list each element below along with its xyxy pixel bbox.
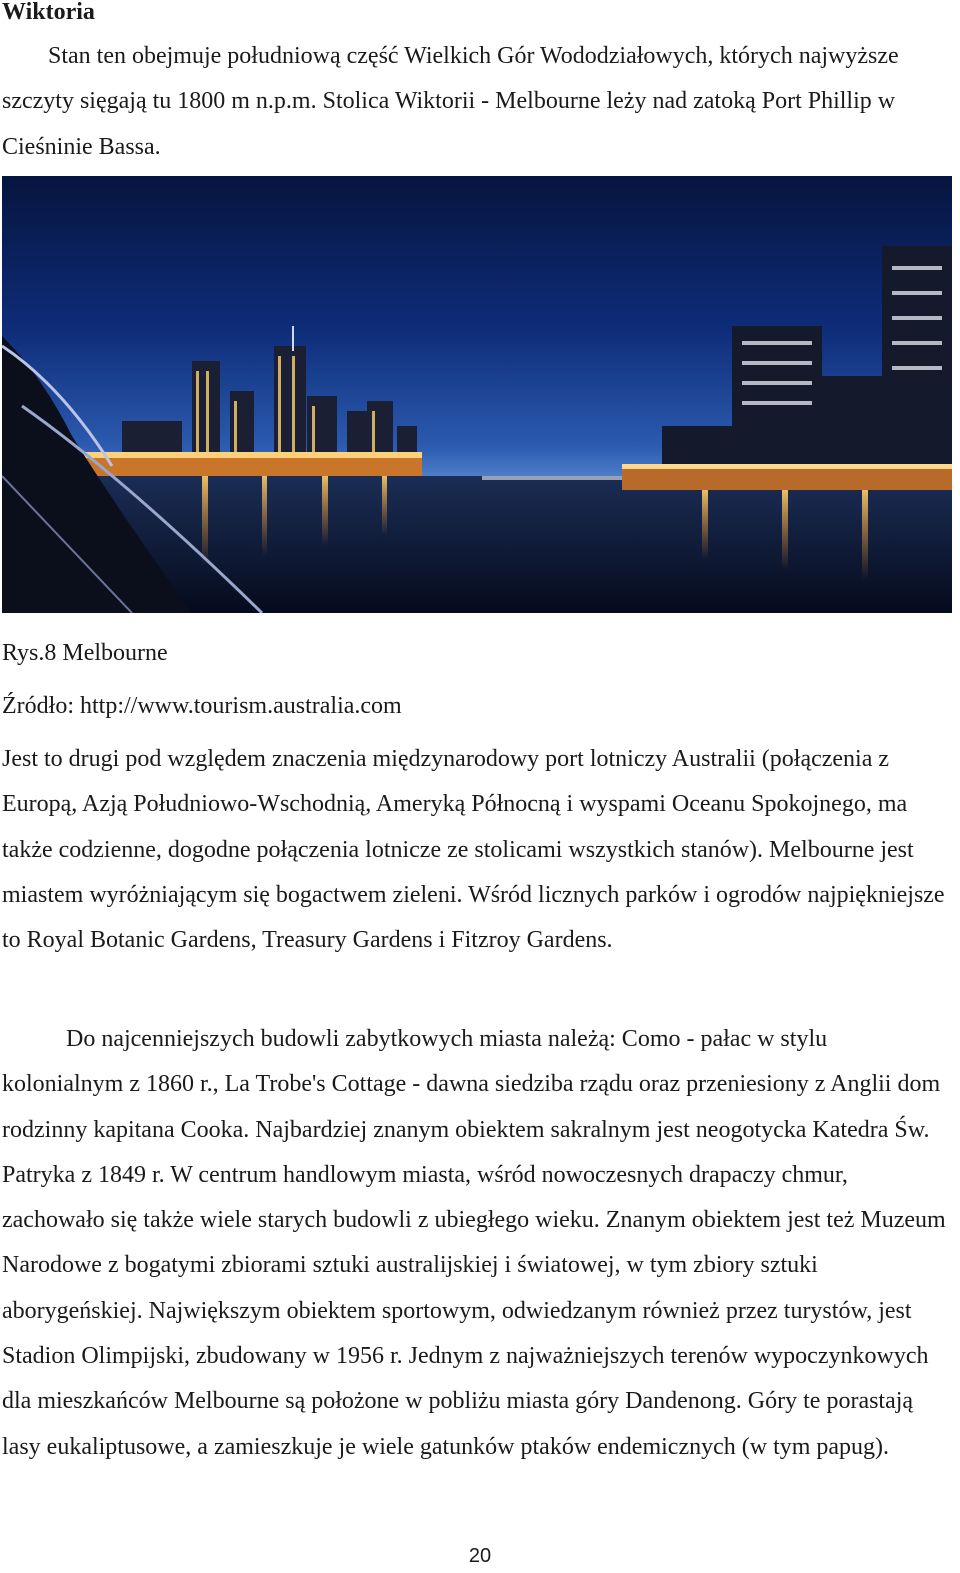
body-paragraph-monuments: Do najcenniejszych budowli zabytkowych miasta należą: Como - pałac w stylu kolonialnym z 1860 r., La Trobe's Cottage - dawna siedziba rządu oraz przeniesiony z Anglii dom rodzinny kapitana Cooka. Najbardziej znanym obiektem sakralnym jest neogotycka Katedra Św. Patryka z 1849 r. W centrum handlowym miasta, wśród nowoczesnych drapaczy chmur, zachowało się także wiele starych budowli z ubiegłego wieku. Znanym obiektem jest też Muzeum Narodowe z bogatymi zbiorami sztuki australijskiej i światowej, w tym zbiory sztuki aborygeńskiej. Największym obiektem sportowym, odwiedzanym również przez turystów, jest Stadion Olimpijski, zbudowany w 1956 r. Jednym z najważniejszych terenów wypoczynkowych dla mieszkańców Melbourne są położone w pobliżu miasta góry Dandenong. Góry te porastają lasy eukaliptusowe, a zamieszkuje je wiele gatunków ptaków endemicznych (w tym papug). (2, 1026, 946, 1460)
page-number: 20 (468, 1545, 492, 1567)
figure-source: Źródło: http://www.tourism.australia.com (2, 693, 402, 719)
intro-paragraph: Stan ten obejmuje południową część Wielkich Gór Wododziałowych, których najwyższe szczyty sięgają tu 1800 m n.p.m. Stolica Wiktorii - Melbourne leży nad zatoką Port Phillip w Cieśninie Bassa. (2, 43, 899, 160)
body-paragraph-airport: Jest to drugi pod względem znaczenia międzynarodowy port lotniczy Australii (połączenia z Europą, Azją Południowo-Wschodnią, Ameryką Północną i wyspami Oceanu Spokojnego, ma także codzienne, dogodne połączenia lotnicze ze stolicami wszystkich stanów). Melbourne jest miastem wyróżniającym się bogactwem zieleni. Wśród licznych parków i ogrodów najpiękniejsze to Royal Botanic Gardens, Treasury Gardens i Fitzroy Gardens. (2, 746, 945, 954)
section-heading: Wiktoria (2, 0, 95, 25)
melbourne-night-photo (2, 176, 952, 613)
figure-caption: Rys.8 Melbourne (2, 640, 168, 666)
